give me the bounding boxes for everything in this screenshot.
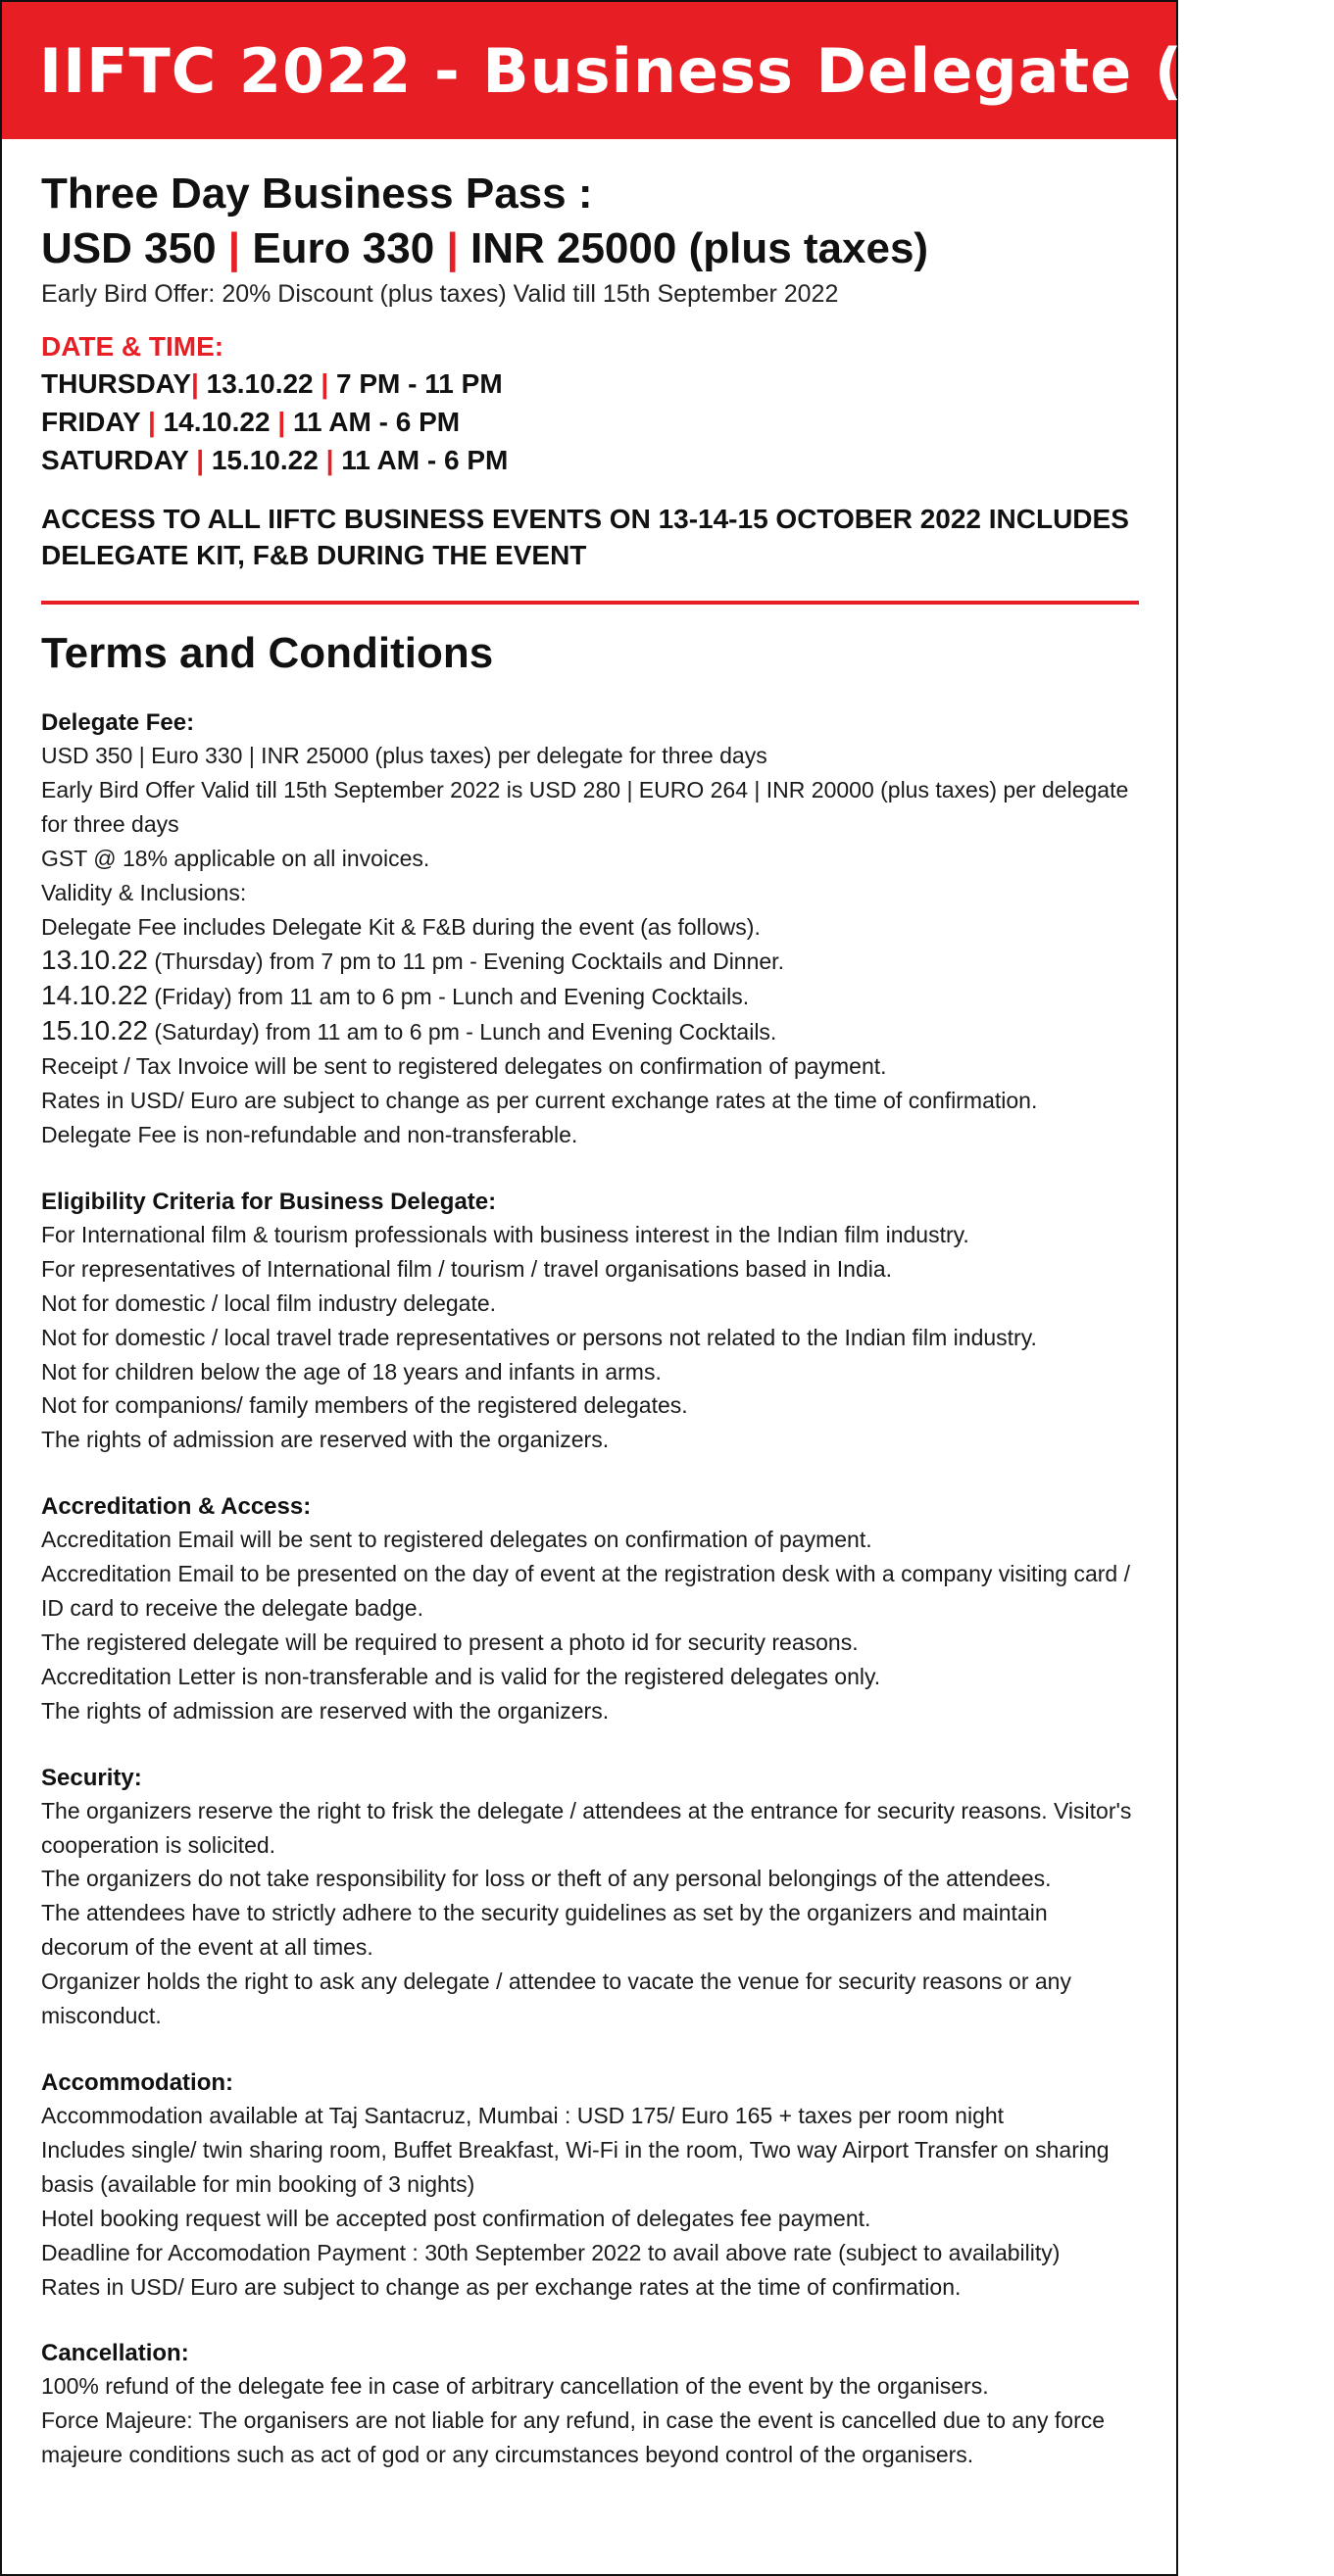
term-line: Not for companions/ family members of the registered delegates. (41, 1392, 688, 1419)
section-heading: Delegate Fee: (41, 709, 195, 736)
main-content (2, 139, 1176, 2472)
term-line: Early Bird Offer Valid till 15th September 2022 is USD 280 | EURO 264 | INR 20000 (plus taxes) per delegate for three days (41, 776, 1129, 837)
section-eligibility (41, 1186, 1137, 1457)
section-delegate-fee (41, 706, 1137, 1152)
term-line: Not for domestic / local travel trade representatives or persons not related to the Indian film industry. (41, 1324, 1037, 1350)
date-time-row (41, 403, 1137, 441)
section-heading: Cancellation: (41, 2340, 189, 2367)
early-bird-offer: Early Bird Offer: 20% Discount (plus taxes) Valid till 15th September 2022 (41, 280, 839, 308)
schedule-text: (Saturday) from 11 am to 6 pm - Lunch and Evening Cocktails. (148, 1019, 777, 1045)
term-line: The attendees have to strictly adhere to the security guidelines as set by the organizers and maintain decorum of the event at all times. (41, 1900, 1048, 1961)
dt-date: 15.10.22 (211, 445, 319, 475)
term-line: Includes single/ twin sharing room, Buffet Breakfast, Wi-Fi in the room, Two way Airport Transfer on sharing basis (available for min booking of 3 nights) (41, 2136, 1110, 2197)
term-line: Hotel booking request will be accepted post confirmation of delegates fee payment. (41, 2205, 871, 2231)
term-line: Accreditation Letter is non-transferable and is valid for the registered delegates only. (41, 1663, 881, 1689)
terms-sections (41, 706, 1137, 2472)
dt-day: THURSDAY (41, 368, 191, 399)
term-line: Deadline for Accomodation Payment : 30th September 2022 to avail above rate (subject to availability) (41, 2239, 1061, 2265)
pass-price (41, 221, 1137, 276)
dt-separator: | (191, 368, 199, 399)
term-line: Rates in USD/ Euro are subject to change as per current exchange rates at the time of confirmation. (41, 1088, 1038, 1114)
dt-day: FRIDAY (41, 407, 141, 437)
price-usd: USD 350 (41, 224, 217, 272)
price-inr: INR 25000 (plus taxes) (469, 224, 929, 272)
term-line: USD 350 | Euro 330 | INR 25000 (plus taxes) per delegate for three days (41, 743, 767, 768)
access-note: ACCESS TO ALL IIFTC BUSINESS EVENTS ON 13-14-15 OCTOBER 2022 INCLUDES DELEGATE KIT, F&B DURING THE EVENT (41, 504, 1129, 570)
section-security (41, 1762, 1137, 2033)
term-line: GST @ 18% applicable on all invoices. (41, 845, 430, 871)
term-line: The registered delegate will be required to present a photo id for security reasons. (41, 1628, 859, 1655)
section-cancellation (41, 2337, 1137, 2472)
term-line: Force Majeure: The organisers are not liable for any refund, in case the event is cancelled due to any force majeure conditions such as act of god or any circumstances beyond control of the organisers. (41, 2407, 1106, 2468)
term-line: Accommodation available at Taj Santacruz, Mumbai : USD 175/ Euro 165 + taxes per room night (41, 2103, 1005, 2128)
schedule-date: 15.10.22 (41, 1015, 148, 1046)
terms-heading: Terms and Conditions (41, 629, 494, 677)
price-separator: | (446, 224, 459, 272)
term-line: The organizers do not take responsibility for loss or theft of any personal belongings of the attendees. (41, 1866, 1052, 1892)
schedule-line (41, 979, 1137, 1014)
term-line: Receipt / Tax Invoice will be sent to registered delegates on confirmation of payment. (41, 1053, 887, 1080)
schedule-date: 13.10.22 (41, 945, 148, 976)
dt-date: 14.10.22 (163, 407, 271, 437)
term-line: Rates in USD/ Euro are subject to change as per exchange rates at the time of confirmation. (41, 2273, 962, 2300)
section-accommodation (41, 2066, 1137, 2304)
schedule-text: (Thursday) from 7 pm to 11 pm - Evening Cocktails and Dinner. (148, 948, 784, 975)
section-heading: Accreditation & Access: (41, 1493, 312, 1521)
dt-separator: | (325, 445, 334, 475)
term-line: Delegate Fee includes Delegate Kit & F&B during the event (as follows). (41, 913, 761, 940)
term-line: Validity & Inclusions: (41, 879, 247, 905)
dt-time: 11 AM - 6 PM (341, 445, 509, 475)
term-line: 100% refund of the delegate fee in case of arbitrary cancellation of the event by the organisers. (41, 2373, 989, 2400)
price-separator: | (227, 224, 241, 272)
term-line: The rights of admission are reserved with the organizers. (41, 1427, 610, 1453)
header-banner (2, 2, 1334, 139)
term-line: For representatives of International film / tourism / travel organisations based in India. (41, 1255, 893, 1282)
date-time-row (41, 441, 1137, 479)
term-line: Delegate Fee is non-refundable and non-transferable. (41, 1121, 578, 1147)
dt-separator: | (277, 407, 286, 437)
section-accreditation (41, 1490, 1137, 1727)
term-line: Accreditation Email will be sent to registered delegates on confirmation of payment. (41, 1527, 872, 1553)
term-line: Not for children below the age of 18 years and infants in arms. (41, 1358, 662, 1385)
date-time-row (41, 365, 1137, 403)
term-line: The organizers reserve the right to frisk the delegate / attendees at the entrance for security reasons. Visitor's cooperation is solicited. (41, 1797, 1132, 1858)
dt-date: 13.10.22 (206, 368, 314, 399)
section-heading: Security: (41, 1764, 142, 1791)
term-line: The rights of admission are reserved with the organizers. (41, 1697, 610, 1724)
term-line: For International film & tourism professionals with business interest in the Indian film industry. (41, 1221, 969, 1247)
dt-separator: | (321, 368, 329, 399)
pass-title: Three Day Business Pass : (41, 170, 593, 218)
dt-separator: | (196, 445, 205, 475)
term-line: Not for domestic / local film industry delegate. (41, 1289, 497, 1316)
dt-time: 11 AM - 6 PM (292, 407, 461, 437)
dt-time: 7 PM - 11 PM (336, 368, 503, 399)
dt-day: SATURDAY (41, 445, 189, 475)
section-heading: Accommodation: (41, 2069, 234, 2096)
schedule-line (41, 1014, 1137, 1049)
price-euro: Euro 330 (252, 224, 435, 272)
section-heading: Eligibility Criteria for Business Delegate: (41, 1188, 497, 1215)
date-time-heading: DATE & TIME: (41, 331, 224, 362)
term-line: Accreditation Email to be presented on the day of event at the registration desk with a company visiting card / ID card to receive the delegate badge. (41, 1561, 1130, 1622)
schedule-line (41, 944, 1137, 979)
dt-separator: | (147, 407, 156, 437)
page-title: IIFTC 2022 - Business Delegate (IBD) (39, 34, 1334, 107)
term-line: Organizer holds the right to ask any delegate / attendee to vacate the venue for security reasons or any misconduct. (41, 1968, 1071, 2029)
section-divider (41, 601, 1139, 605)
schedule-date: 14.10.22 (41, 980, 148, 1011)
schedule-text: (Friday) from 11 am to 6 pm - Lunch and Evening Cocktails. (148, 984, 750, 1010)
